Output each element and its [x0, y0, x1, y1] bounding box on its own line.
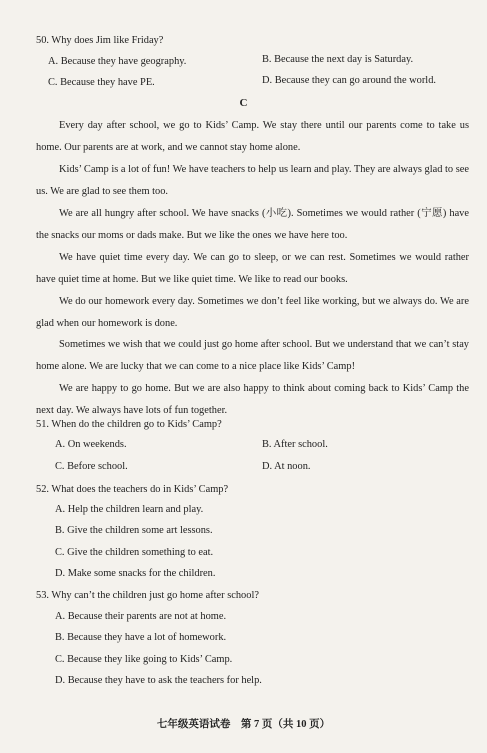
question-53: 53. Why can’t the children just go home after school? — [36, 590, 259, 601]
q51-option-c: C. Before school. — [55, 461, 128, 472]
passage-paragraph-4: We have quiet time every day. We can go to sleep, or we can rest. Sometimes we would rather have quiet time at home. But we like quiet time. We like to read our books. — [36, 252, 469, 286]
q51-option-a: A. On weekends. — [55, 439, 127, 450]
q52-option-a: A. Help the children learn and play. — [55, 504, 204, 515]
section-c-heading: C — [239, 97, 248, 109]
passage-paragraph-3: We are all hungry after school. We have snacks (小吃). Sometimes we would rather (宁愿) have the snacks our moms or dads make. But we like the ones we have here too. — [36, 208, 469, 242]
passage-paragraph-1: Every day after school, we go to Kids’ Camp. We stay there until our parents come to take us home. Our parents are at work, and we cannot stay home alone. — [36, 120, 469, 154]
page-footer: 七年级英语试卷 第 7 页（共 10 页） — [156, 719, 331, 730]
q51-option-d: D. At noon. — [262, 461, 311, 472]
q50-option-c: C. Because they have PE. — [48, 77, 155, 88]
q52-option-d: D. Make some snacks for the children. — [55, 568, 216, 579]
passage-paragraph-7: We are happy to go home. But we are also happy to think about coming back to Kids’ Camp the next day. We always have lots of fun together. — [36, 383, 469, 417]
q52-option-c: C. Give the children something to eat. — [55, 547, 214, 558]
passage-paragraph-6: Sometimes we wish that we could just go home after school. But we understand that we can’t stay home alone. We are lucky that we can come to a nice place like Kids’ Camp! — [36, 339, 469, 373]
q53-option-c: C. Because they like going to Kids’ Camp. — [55, 654, 233, 665]
q53-option-b: B. Because they have a lot of homework. — [55, 632, 227, 643]
question-50: 50. Why does Jim like Friday? — [36, 35, 164, 46]
q50-option-a: A. Because they have geography. — [48, 56, 187, 67]
q53-option-a: A. Because their parents are not at home. — [55, 611, 227, 622]
passage-paragraph-2: Kids’ Camp is a lot of fun! We have teachers to help us learn and play. They are always glad to see us. We are glad to see them too. — [36, 164, 469, 198]
q53-option-d: D. Because they have to ask the teachers for help. — [55, 675, 262, 686]
q51-option-b: B. After school. — [262, 439, 328, 450]
q50-option-b: B. Because the next day is Saturday. — [262, 54, 414, 65]
question-52: 52. What does the teachers do in Kids’ Camp? — [36, 484, 229, 495]
question-51: 51. When do the children go to Kids’ Camp? — [36, 419, 222, 430]
q50-option-d: D. Because they can go around the world. — [262, 75, 436, 86]
q52-option-b: B. Give the children some art lessons. — [55, 525, 213, 536]
passage-paragraph-5: We do our homework every day. Sometimes we don’t feel like working, but we always do. We are glad when our homework is done. — [36, 296, 469, 330]
